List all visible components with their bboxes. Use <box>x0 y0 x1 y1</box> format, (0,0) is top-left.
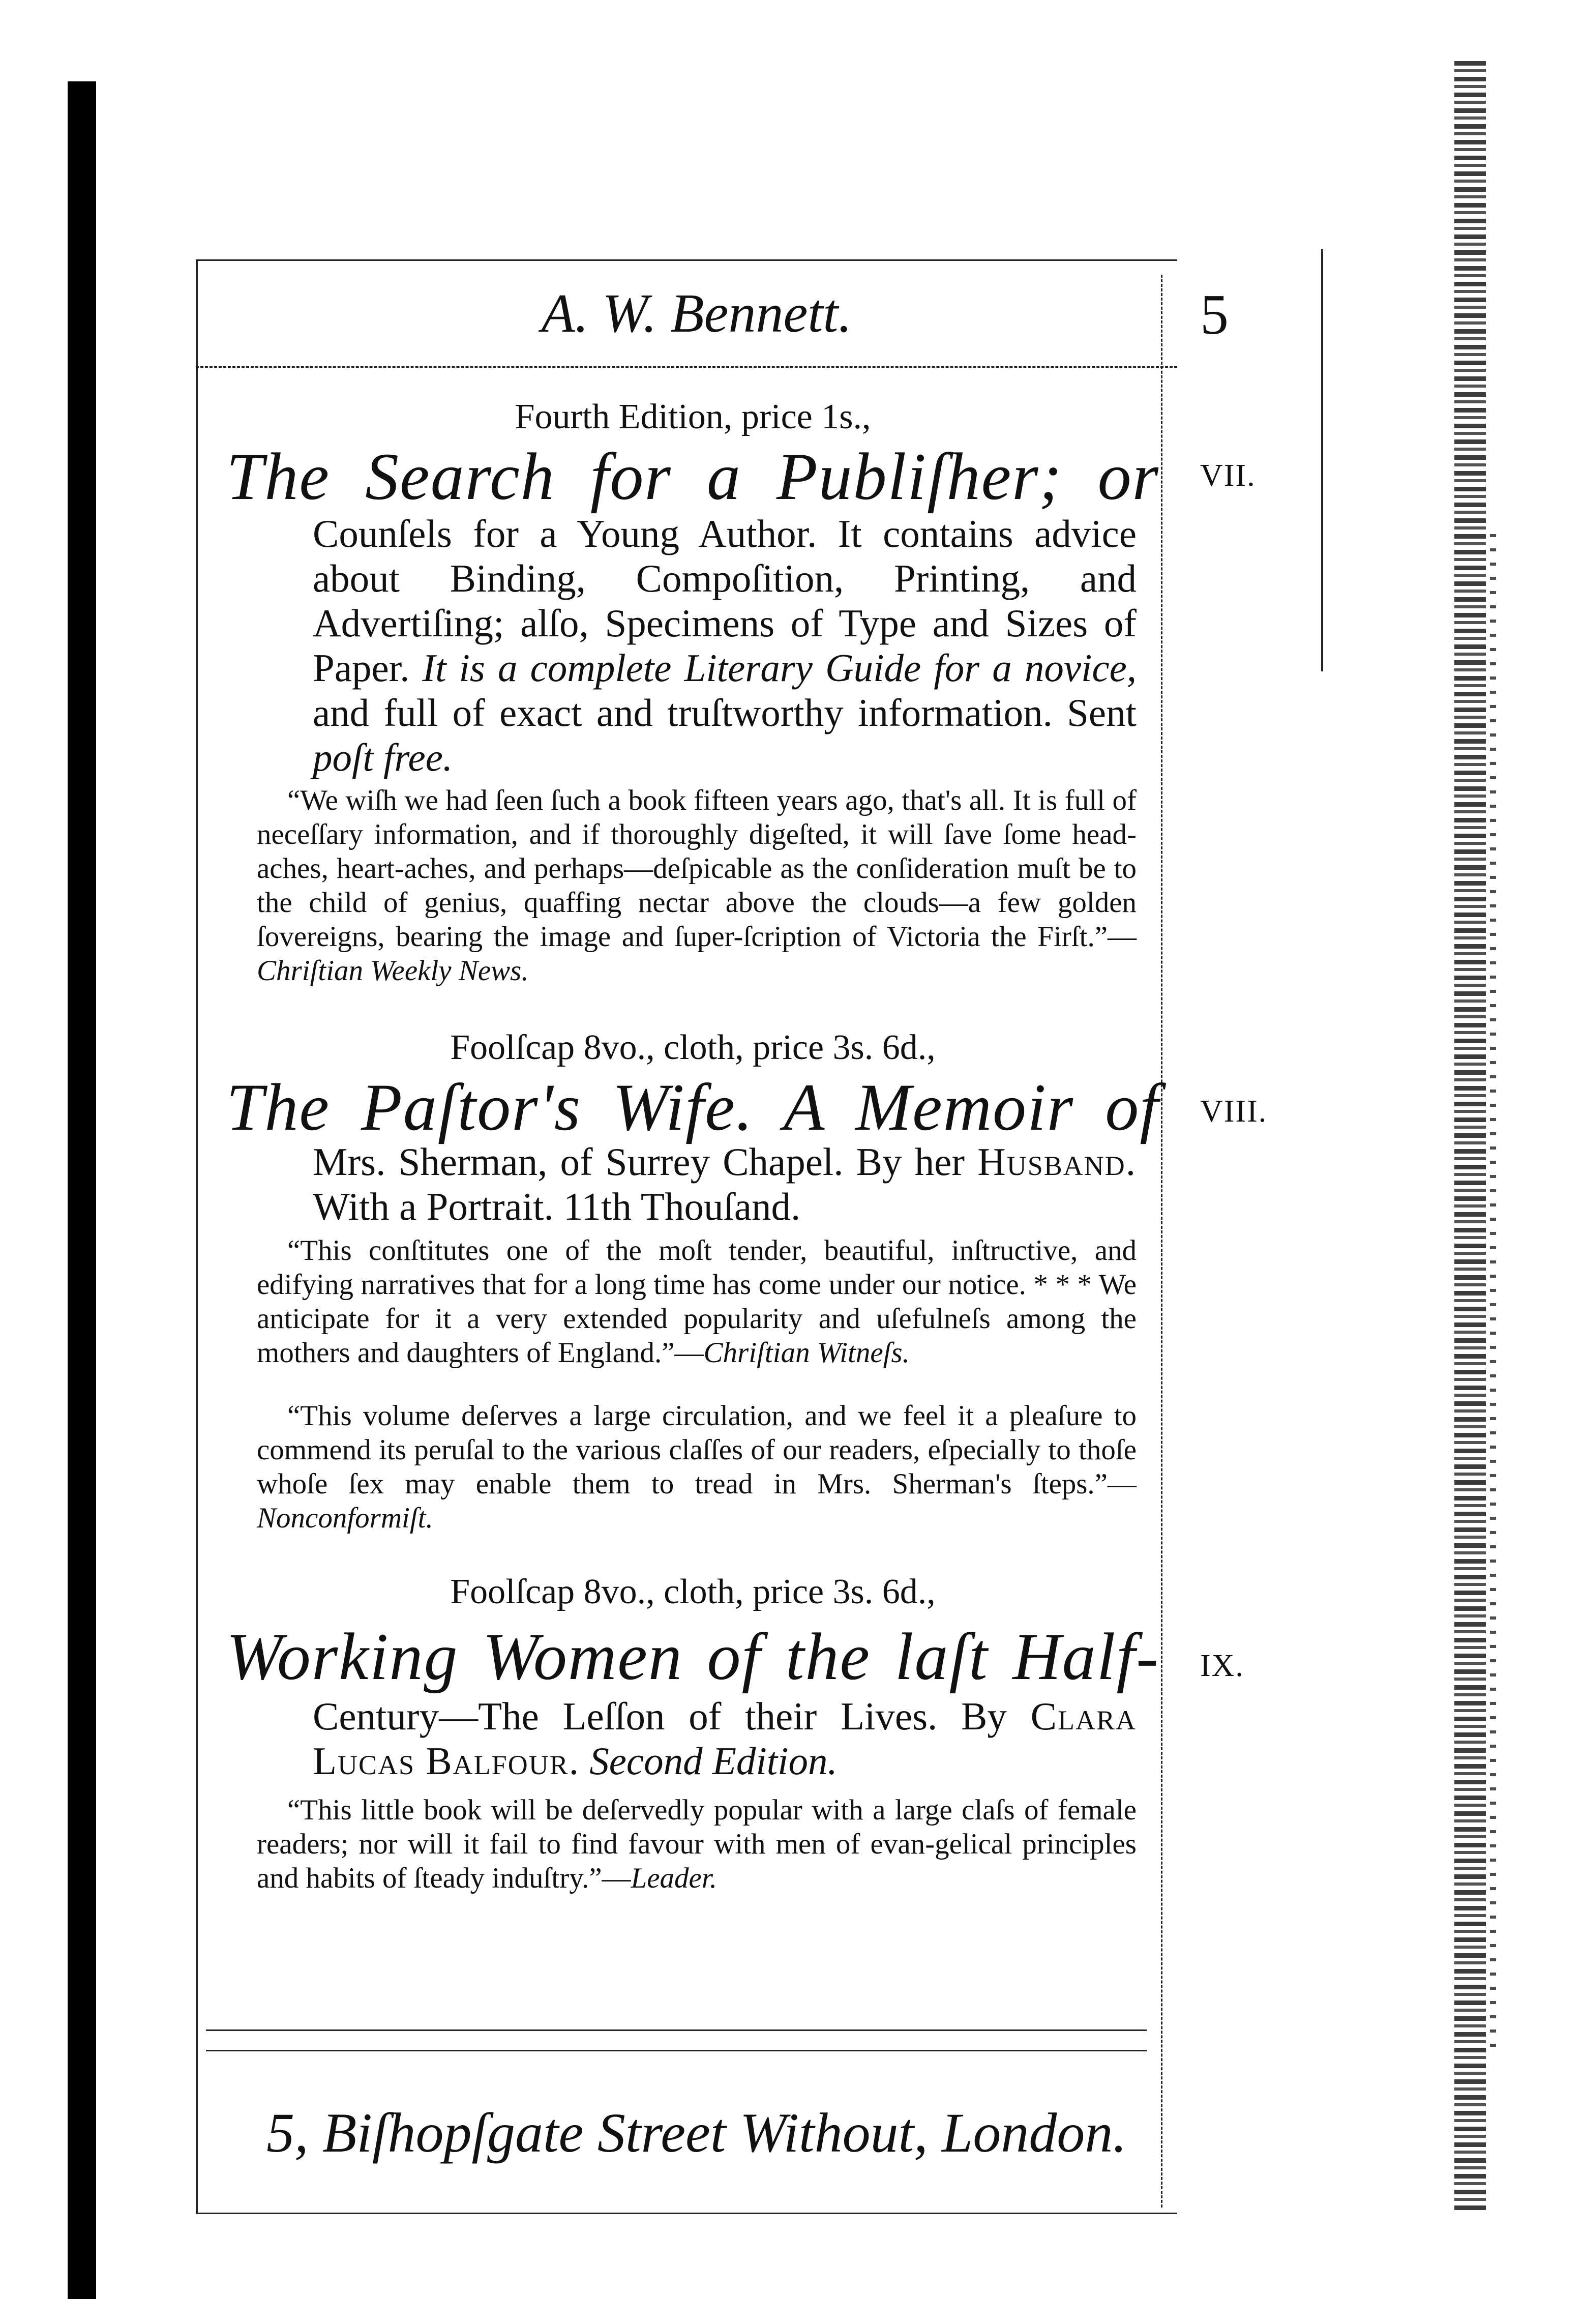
description-emphasis: It is a complete Literary Guide for a novice, <box>422 646 1137 690</box>
book-title: The Search for a Publiſher; or <box>226 439 1159 514</box>
quote-source: Nonconformiſt. <box>257 1502 433 1534</box>
right-frame-rule <box>1161 275 1162 2208</box>
running-head: A. W. Bennett. <box>541 283 852 344</box>
description-text: and full of exact and truſtworthy information. Sent <box>313 691 1137 734</box>
description-emphasis: poſt free. <box>313 736 453 779</box>
description-text: Mrs. Sherman, of Surrey Chapel. By her <box>313 1140 965 1184</box>
description-text: Century—The Leſſon of their Lives. By <box>313 1694 1007 1738</box>
footer-rule-upper <box>206 2050 1147 2051</box>
scan-edge-right <box>1454 61 1486 2213</box>
description-text: Counſels for a Young Author. It contains advice about Binding, Compoſition, Printing, and Advertiſing; alſo, Specimens of Type and Sizes of Paper. <box>313 512 1137 690</box>
book-description <box>313 1694 1137 1783</box>
footer-rule-top <box>206 2029 1147 2031</box>
description-text: With a Portrait. 11th Thouſand. <box>313 1185 801 1228</box>
edition-line: Foolſcap 8vo., cloth, price 3s. 6d., <box>450 1028 936 1067</box>
scan-edge-right-speckle <box>1490 534 1496 2050</box>
entry-number: VII. <box>1200 458 1256 493</box>
book-title: The Paſtor's Wife. A Memoir of <box>226 1070 1159 1144</box>
review-quote <box>257 1793 1137 1895</box>
page-number: 5 <box>1200 283 1229 346</box>
review-quote <box>257 1399 1137 1535</box>
bottom-rule <box>196 2213 1177 2214</box>
header-rule <box>196 366 1177 368</box>
quote-source: Leader. <box>631 1862 717 1894</box>
review-quote <box>257 783 1137 988</box>
edition-line: Foolſcap 8vo., cloth, price 3s. 6d., <box>450 1572 936 1611</box>
entry-number: VIII. <box>1200 1094 1268 1129</box>
quote-source: Chriſtian Witneſs. <box>703 1337 910 1369</box>
quote-source: Chriſtian Weekly News. <box>257 955 529 987</box>
edition-note: Second Edition. <box>589 1739 838 1783</box>
review-quote <box>257 1233 1137 1370</box>
entry-number: IX. <box>1200 1649 1244 1683</box>
quote-text: “This volume deſerves a large circulation, and we feel it a pleaſure to commend its peruſal to the various claſſes of our readers, eſpecially to thoſe whoſe ſex may enable them to tread in Mrs. Sherman's ſteps.”— <box>257 1400 1137 1500</box>
quote-text: “This conſtitutes one of the moſt tender, beautiful, inſtructive, and edifying narratives that for a long time has come under our notice. * * * We anticipate for it a very extended popularity and uſefulneſs among the mothers and daughters of England.”— <box>257 1234 1137 1369</box>
edition-line: Fourth Edition, price 1s., <box>515 397 871 436</box>
book-description <box>313 511 1137 780</box>
outer-right-rule <box>1321 249 1323 671</box>
quote-text: “This little book will be deſervedly popular with a large claſs of female readers; nor will it fail to find favour with men of evan-gelical principles and habits of ſteady induſtry.”— <box>257 1794 1137 1894</box>
author-name: Husband. <box>977 1140 1137 1184</box>
left-frame-rule <box>196 259 198 2213</box>
book-description <box>313 1139 1137 1229</box>
quote-text: “We wiſh we had ſeen ſuch a book fifteen years ago, that's all. It is full of neceſſary information, and if thoroughly digeſted, it will ſave ſome head-aches, heart-aches, and perhaps—deſpicable as the conſideration muſt be to the child of genius, quaffing nectar above the clouds—a few golden ſovereigns, bearing the image and ſuper-ſcription of Victoria the Firſt.”— <box>257 784 1137 953</box>
author-name: Clara Lucas Balfour. <box>313 1694 1137 1783</box>
scan-edge-left <box>68 81 96 2299</box>
publisher-address: 5, Biſhopſgate Street Without, London. <box>266 2102 1127 2164</box>
book-title: Working Women of the laſt Half- <box>226 1619 1159 1694</box>
top-rule <box>196 259 1177 261</box>
